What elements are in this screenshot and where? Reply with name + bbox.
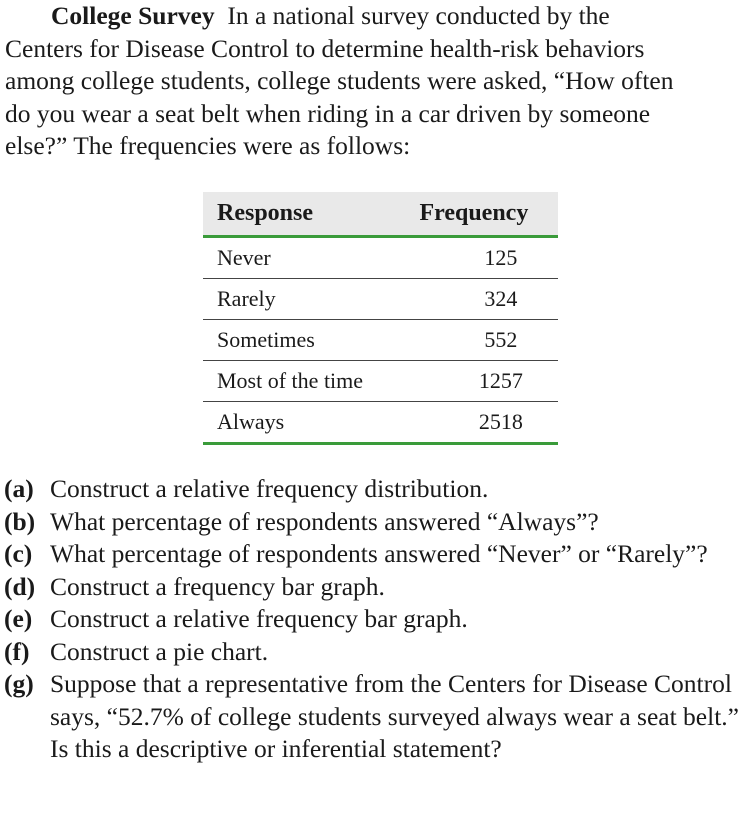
- table-row: [203, 402, 558, 444]
- intro-text-1: In a national survey conducted by the: [227, 1, 610, 30]
- response-cell: Sometimes: [203, 320, 404, 361]
- question-text: Construct a pie chart.: [50, 636, 269, 666]
- response-cell: Always: [203, 402, 404, 444]
- question-label: (d): [4, 571, 36, 601]
- table-row: [203, 361, 558, 402]
- question-label: (c): [4, 539, 33, 568]
- response-cell: Never: [203, 237, 404, 279]
- question-text: What percentage of respondents answered “Always”?: [50, 506, 599, 536]
- question-label: (b): [4, 506, 36, 536]
- intro-line-1: [5, 0, 751, 33]
- frequency-cell: 2518: [404, 402, 558, 444]
- intro-line-5: else?” The frequencies were as follows:: [5, 131, 411, 160]
- question-text: What percentage of respondents answered “Never” or “Rarely”?: [50, 539, 708, 568]
- question-g: [4, 668, 751, 766]
- frequency-cell: 125: [404, 237, 558, 279]
- question-text: Construct a relative frequency bar graph.: [50, 604, 468, 633]
- frequency-cell: 552: [404, 320, 558, 361]
- question-e: [4, 603, 751, 636]
- intro-line-4: do you wear a seat belt when riding in a car driven by someone: [5, 98, 651, 128]
- question-text: Construct a relative frequency distribution.: [50, 474, 489, 503]
- table-row: [203, 237, 558, 279]
- question-list: [4, 473, 751, 766]
- response-cell: Rarely: [203, 279, 404, 320]
- intro-paragraph: [5, 0, 751, 163]
- question-f: [4, 636, 751, 669]
- header-frequency: Frequency: [404, 192, 558, 237]
- intro-line-3: among college students, college students were asked, “How often: [5, 66, 674, 95]
- question-d: [4, 571, 751, 604]
- table-row: [203, 320, 558, 361]
- question-a: [4, 473, 751, 506]
- frequency-table: [203, 192, 558, 445]
- table-row: [203, 279, 558, 320]
- question-text: Suppose that a representative from the Centers for Disease Control says, “52.7% of college students surveyed always wear a seat belt.” Is this a descriptive or inferential statement?: [50, 669, 739, 763]
- question-label: (f): [4, 636, 30, 666]
- question-label: (g): [4, 669, 34, 698]
- problem-title: College Survey: [51, 1, 215, 30]
- question-c: [4, 538, 751, 571]
- question-b: [4, 506, 751, 539]
- question-text: Construct a frequency bar graph.: [50, 571, 385, 601]
- question-label: (e): [4, 604, 33, 633]
- header-response: Response: [203, 192, 404, 237]
- intro-line-2: Centers for Disease Control to determine health-risk behaviors: [5, 33, 645, 63]
- frequency-cell: 324: [404, 279, 558, 320]
- response-cell: Most of the time: [203, 361, 404, 402]
- table-header-row: [203, 192, 558, 237]
- question-label: (a): [4, 474, 34, 503]
- frequency-cell: 1257: [404, 361, 558, 402]
